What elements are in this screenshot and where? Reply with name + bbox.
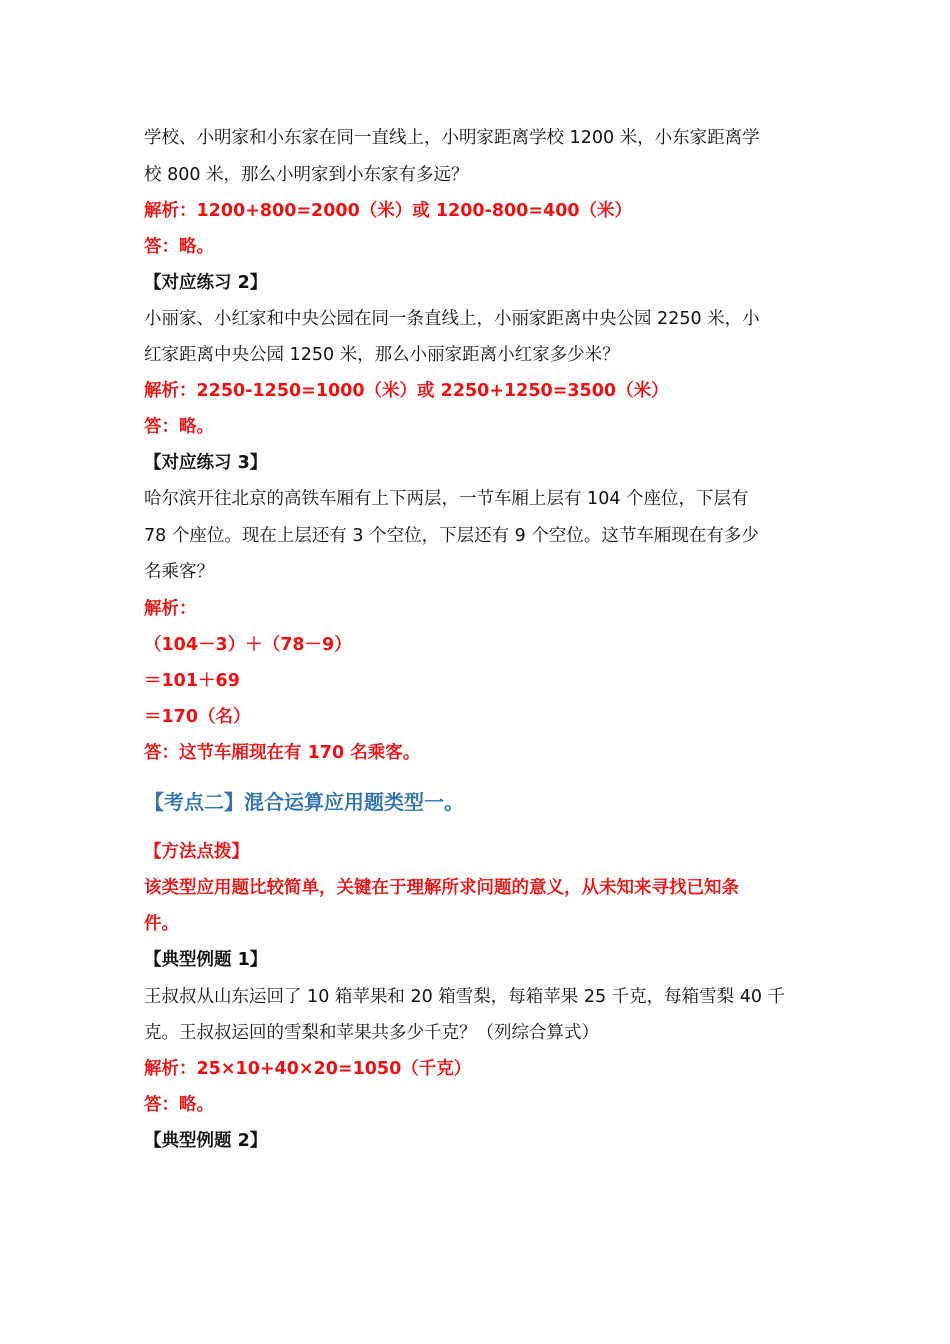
solution-step: （104－3）＋（78－9） [144, 635, 352, 655]
answer-text: 答：略。 [144, 237, 214, 257]
question-text: 78 个座位。现在上层还有 3 个空位，下层还有 9 个空位。这节车厢现在有多少 [144, 526, 759, 546]
question-text: 小丽家、小红家和中央公园在同一条直线上，小丽家距离中央公园 2250 米，小 [144, 309, 760, 329]
solution-text: 解析：25×10+40×20=1050（千克） [144, 1059, 472, 1079]
solution-step: ＝101＋69 [144, 671, 240, 691]
solution-text: 解析：1200+800=2000（米）或 1200-800=400（米） [144, 201, 633, 221]
answer-text: 答：略。 [144, 417, 214, 437]
section-title: 【考点二】混合运算应用题类型一。 [144, 790, 464, 814]
question-text: 王叔叔从山东运回了 10 箱苹果和 20 箱雪梨，每箱苹果 25 千克，每箱雪梨 40 千 [144, 987, 786, 1007]
method-heading: 【方法点拨】 [144, 842, 249, 862]
answer-text: 答：略。 [144, 1095, 214, 1115]
question-text: 克。王叔叔运回的雪梨和苹果共多少千克？（列综合算式） [144, 1023, 599, 1043]
answer-text: 答：这节车厢现在有 170 名乘客。 [144, 743, 421, 763]
question-text: 名乘客？ [144, 562, 214, 582]
question-text: 学校、小明家和小东家在同一直线上，小明家距离学校 1200 米，小东家距离学 [144, 128, 760, 148]
solution-step: ＝170（名） [144, 707, 251, 727]
example-heading: 【典型例题 2】 [144, 1131, 268, 1151]
method-text: 该类型应用题比较简单，关键在于理解所求问题的意义，从未知来寻找已知条 [144, 878, 739, 898]
question-text: 校 800 米，那么小明家到小东家有多远？ [144, 165, 469, 185]
example-heading: 【典型例题 1】 [144, 950, 268, 970]
method-text: 件。 [144, 914, 179, 934]
practice-heading: 【对应练习 3】 [144, 453, 268, 473]
question-text: 哈尔滨开往北京的高铁车厢有上下两层，一节车厢上层有 104 个座位，下层有 [144, 489, 749, 509]
question-text: 红家距离中央公园 1250 米，那么小丽家距离小红家多少米？ [144, 345, 620, 365]
solution-text: 解析：2250-1250=1000（米）或 2250+1250=3500（米） [144, 381, 669, 401]
solution-label: 解析： [144, 599, 197, 619]
practice-heading: 【对应练习 2】 [144, 273, 268, 293]
